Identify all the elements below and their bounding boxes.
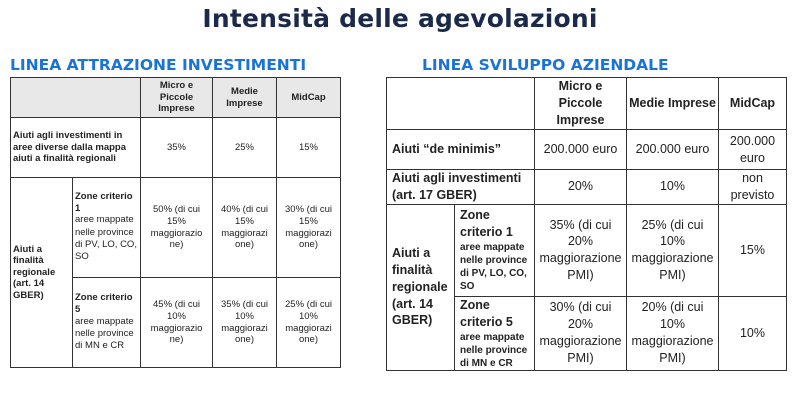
- zone-1-cell: [455, 204, 535, 296]
- value-cell: 25%: [213, 118, 277, 178]
- value-cell: 50% (di cui 15% maggiorazio ne): [141, 178, 213, 278]
- col-header-midcap: MidCap: [719, 78, 787, 130]
- row-label-aiuti-investimenti: Aiuti agli investimenti in aree diverse dalla mappa aiuti a finalità regionali: [11, 118, 141, 178]
- value-cell: 35%: [141, 118, 213, 178]
- group-label-finalita-regionale: Aiuti a finalità regionale (art. 14 GBER): [387, 204, 455, 370]
- left-heading: LINEA ATTRAZIONE INVESTIMENTI: [10, 56, 307, 74]
- value-cell: 10%: [627, 170, 719, 205]
- zone-1-cell: [73, 178, 141, 278]
- group-label-finalita-regionale: Aiuti a finalità regionale (art. 14 GBER): [11, 178, 73, 368]
- zone-5-title: Zone criterio 5: [75, 292, 133, 315]
- value-cell: 20%: [535, 170, 627, 205]
- value-cell: 45% (di cui 10% maggiorazio ne): [141, 278, 213, 368]
- col-header-micro: Micro e Piccole Imprese: [535, 78, 627, 130]
- col-header-medie: Medie Imprese: [213, 78, 277, 118]
- value-cell: 200.000 euro: [719, 130, 787, 170]
- header-empty-cell: [11, 78, 141, 118]
- zone-1-title: Zone criterio 1: [75, 191, 133, 214]
- value-cell: 15%: [719, 204, 787, 296]
- col-header-midcap: MidCap: [277, 78, 341, 118]
- value-cell: 15%: [277, 118, 341, 178]
- zone-5-cell: [455, 296, 535, 370]
- value-cell: non previsto: [719, 170, 787, 205]
- value-cell: 20% (di cui 10% maggiorazione PMI): [627, 296, 719, 370]
- page-title: Intensità delle agevolazioni: [202, 4, 598, 33]
- table-row: [387, 130, 787, 170]
- attrazione-investimenti-table: [10, 77, 341, 368]
- right-heading: LINEA SVILUPPO AZIENDALE: [422, 56, 669, 74]
- table-row: [11, 178, 341, 278]
- zone-5-desc: aree mappate nelle province di MN e CR: [460, 331, 528, 369]
- zone-5-desc: aree mappate nelle province di MN e CR: [75, 315, 134, 352]
- value-cell: 35% (di cui 10% maggiorazi one): [213, 278, 277, 368]
- zone-5-title: Zone criterio 5: [460, 297, 513, 329]
- sviluppo-aziendale-table: [386, 77, 787, 371]
- value-cell: 30% (di cui 20% maggiorazione PMI): [535, 296, 627, 370]
- value-cell: 40% (di cui 15% maggiorazi one): [213, 178, 277, 278]
- value-cell: 200.000 euro: [627, 130, 719, 170]
- zone-1-desc: aree mappate nelle province di PV, LO, CO, SO: [460, 242, 528, 293]
- zone-5-cell: [73, 278, 141, 368]
- table-row: [11, 118, 341, 178]
- table-header-row: [11, 78, 341, 118]
- col-header-medie: Medie Imprese: [627, 78, 719, 130]
- table-row: [387, 204, 787, 296]
- value-cell: 200.000 euro: [535, 130, 627, 170]
- value-cell: 35% (di cui 20% maggiorazione PMI): [535, 204, 627, 296]
- value-cell: 25% (di cui 10% maggiorazi one): [277, 278, 341, 368]
- value-cell: 10%: [719, 296, 787, 370]
- row-label-aiuti-investimenti: Aiuti agli investimenti (art. 17 GBER): [387, 170, 535, 205]
- col-header-micro: Micro e Piccole Imprese: [141, 78, 213, 118]
- zone-1-title: Zone criterio 1: [460, 208, 513, 240]
- value-cell: 30% (di cui 15% maggiorazi one): [277, 178, 341, 278]
- table-row: [387, 170, 787, 205]
- value-cell: 25% (di cui 10% maggiorazione PMI): [627, 204, 719, 296]
- zone-1-desc: aree mappate nelle province di PV, LO, CO, SO: [75, 214, 137, 263]
- table-header-row: [387, 78, 787, 130]
- header-empty-cell: [387, 78, 535, 130]
- row-label-de-minimis: Aiuti “de minimis”: [387, 130, 535, 170]
